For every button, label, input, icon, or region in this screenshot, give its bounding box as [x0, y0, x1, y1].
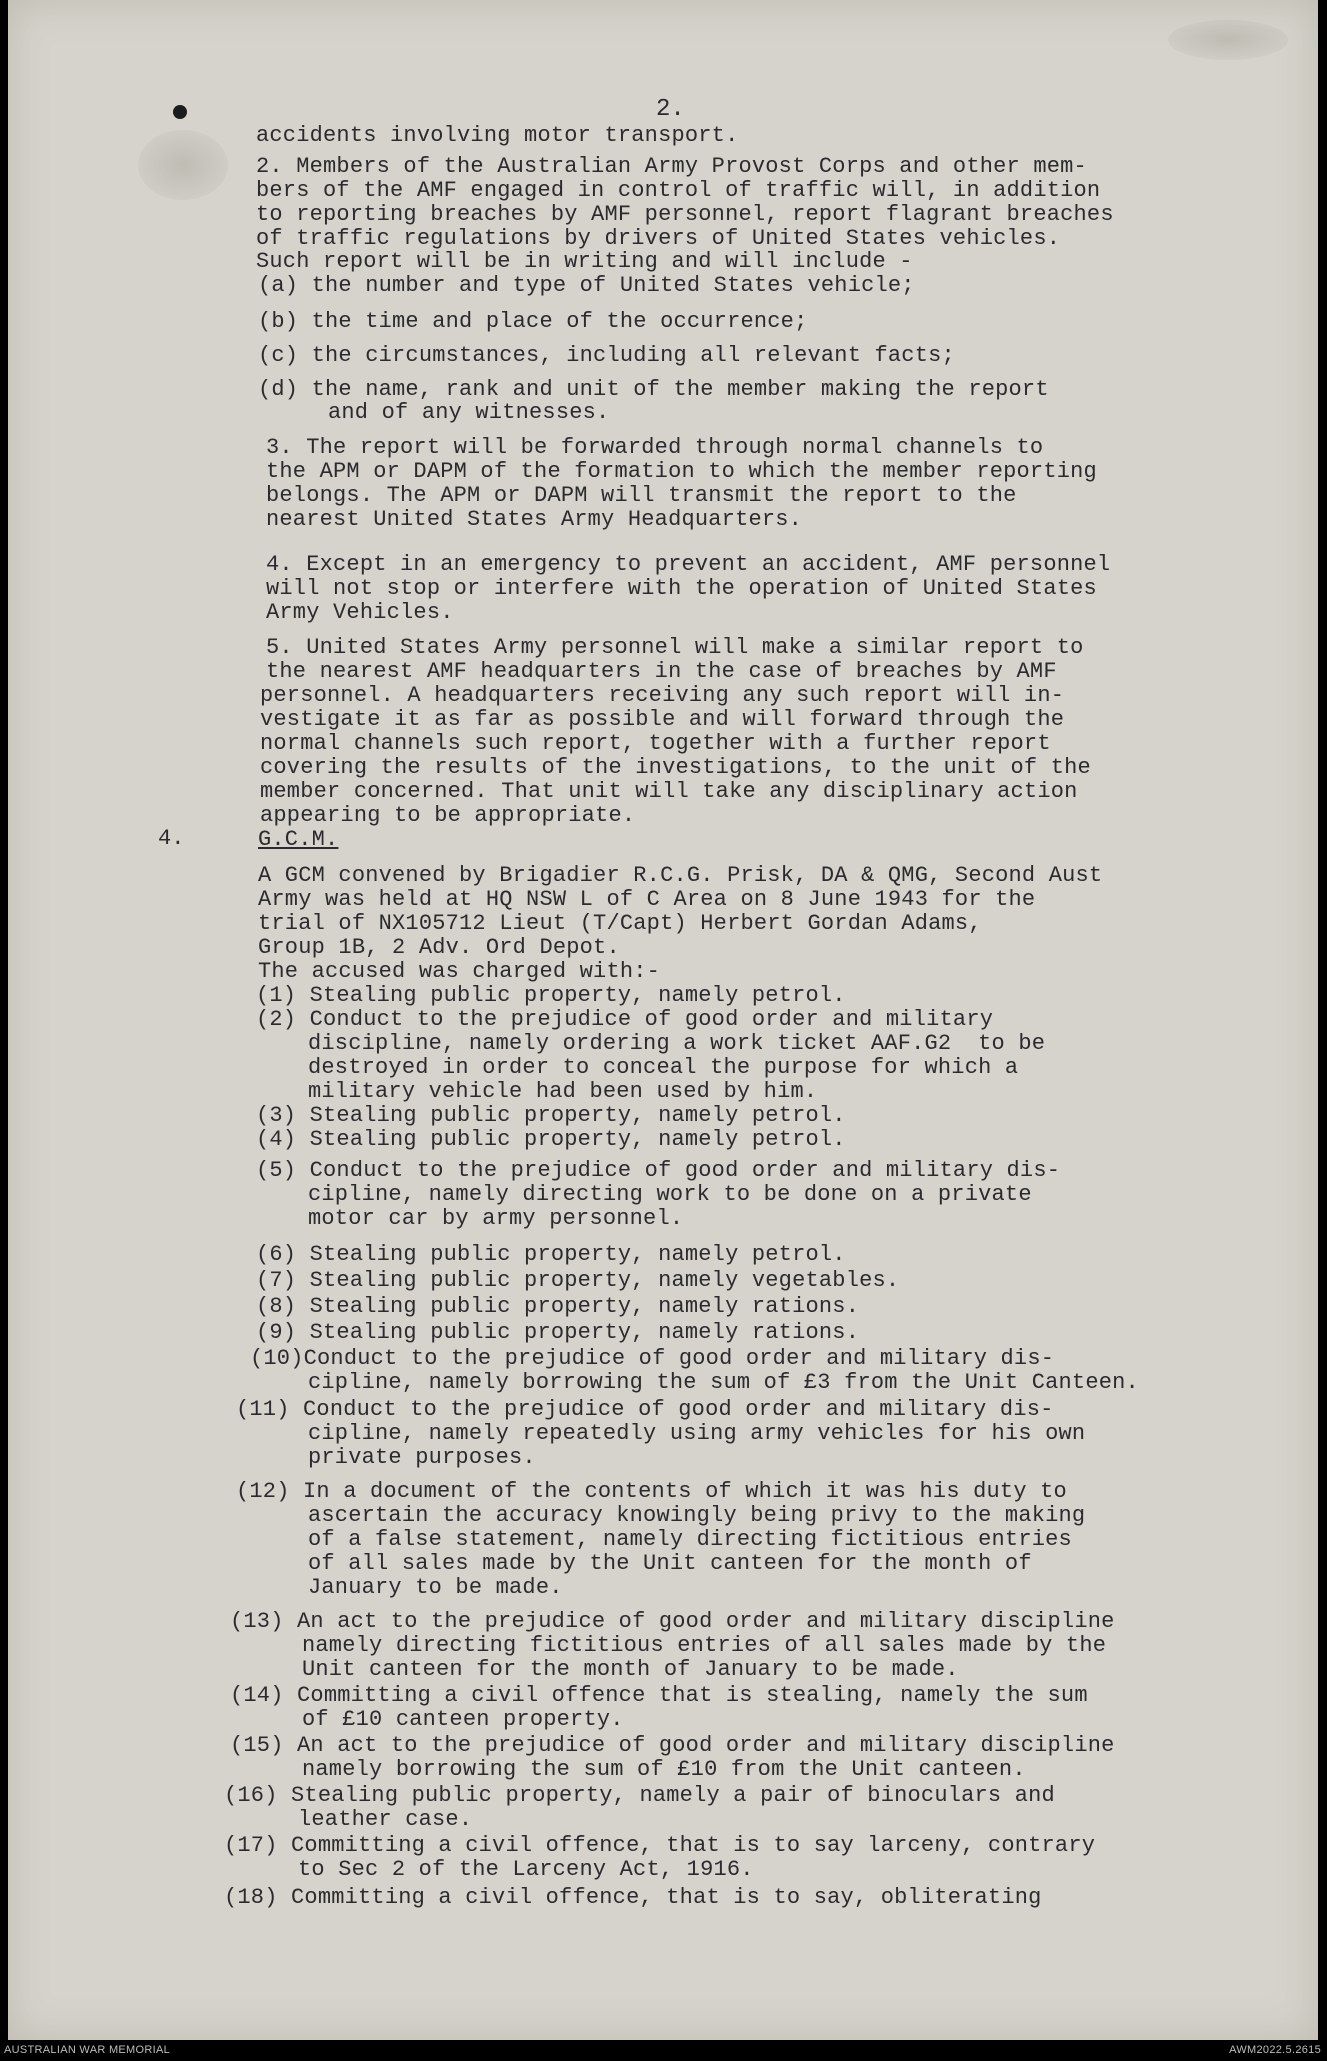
text-line: vestigate it as far as possible and will forward through the	[260, 707, 1065, 732]
text-line: covering the results of the investigations, to the unit of the	[260, 755, 1091, 780]
text-line: to reporting breaches by AMF personnel, report flagrant breaches	[256, 202, 1114, 227]
text-line: cipline, namely directing work to be done on a private	[308, 1182, 1032, 1207]
text-line: discipline, namely ordering a work ticket AAF.G2 to be	[308, 1031, 1046, 1056]
text-line: of £10 canteen property.	[302, 1707, 624, 1732]
text-line: the APM or DAPM of the formation to which the member reporting	[266, 459, 1097, 484]
charge-item: (17) Committing a civil offence, that is to say larceny, contrary	[224, 1833, 1096, 1858]
text-line: 4. Except in an emergency to prevent an accident, AMF personnel	[266, 552, 1111, 577]
text-line: military vehicle had been used by him.	[308, 1079, 818, 1104]
text-line: ascertain the accuracy knowingly being privy to the making	[308, 1503, 1086, 1528]
charge-item: (9) Stealing public property, namely rations.	[256, 1320, 860, 1345]
text-line: namely directing fictitious entries of all sales made by the	[302, 1633, 1107, 1658]
text-line: (c) the circumstances, including all relevant facts;	[258, 343, 955, 368]
text-line: Army was held at HQ NSW L of C Area on 8 June 1943 for the	[258, 887, 1036, 912]
footer-accession-number: AWM2022.5.2615	[1229, 2044, 1321, 2056]
page-number: 2.	[656, 96, 685, 123]
text-line: A GCM convened by Brigadier R.C.G. Prisk, DA & QMG, Second Aust	[258, 863, 1103, 888]
text-line: of a false statement, namely directing fictitious entries	[308, 1527, 1072, 1552]
text-line: January to be made.	[308, 1575, 563, 1600]
text-line: appearing to be appropriate.	[260, 803, 636, 828]
text-line: accidents involving motor transport.	[256, 123, 739, 148]
text-line: of traffic regulations by drivers of United States vehicles.	[256, 226, 1061, 251]
charge-item: (18) Committing a civil offence, that is to say, obliterating	[224, 1885, 1042, 1910]
text-line: private purposes.	[308, 1445, 536, 1470]
text-line: (a) the number and type of United States vehicle;	[258, 273, 915, 298]
text-line: motor car by army personnel.	[308, 1206, 684, 1231]
text-line: (d) the name, rank and unit of the member making the report	[258, 377, 1049, 402]
text-line: namely borrowing the sum of £10 from the Unit canteen.	[302, 1757, 1026, 1782]
section-number: 4.	[158, 826, 185, 851]
charge-item: (10)Conduct to the prejudice of good order and military dis-	[250, 1346, 1055, 1371]
text-line: 2. Members of the Australian Army Provost Corps and other mem-	[256, 154, 1087, 179]
text-line: normal channels such report, together with a further report	[260, 731, 1051, 756]
text-line: to Sec 2 of the Larceny Act, 1916.	[298, 1857, 754, 1882]
text-line: The accused was charged with:-	[258, 959, 661, 984]
text-line: nearest United States Army Headquarters.	[266, 507, 803, 532]
text-line: leather case.	[298, 1807, 473, 1832]
charge-item: (4) Stealing public property, namely petrol.	[256, 1127, 846, 1152]
charge-item: (7) Stealing public property, namely vegetables.	[256, 1268, 900, 1293]
text-line: personnel. A headquarters receiving any such report will in-	[260, 683, 1065, 708]
charge-item: (16) Stealing public property, namely a pair of binoculars and	[224, 1783, 1055, 1808]
charge-item: (13) An act to the prejudice of good order and military discipline	[230, 1609, 1115, 1634]
text-line: (b) the time and place of the occurrence;	[258, 309, 808, 334]
document-text	[8, 0, 1318, 2040]
text-line: will not stop or interfere with the operation of United States	[266, 576, 1097, 601]
text-line: cipline, namely repeatedly using army vehicles for his own	[308, 1421, 1086, 1446]
text-line: member concerned. That unit will take any disciplinary action	[260, 779, 1078, 804]
charge-item: (1) Stealing public property, namely petrol.	[256, 983, 846, 1008]
charge-item: (12) In a document of the contents of which it was his duty to	[236, 1479, 1067, 1504]
text-line: destroyed in order to conceal the purpose for which a	[308, 1055, 1019, 1080]
text-line: Such report will be in writing and will include -	[256, 249, 913, 274]
charge-item: (14) Committing a civil offence that is stealing, namely the sum	[230, 1683, 1088, 1708]
text-line: 5. United States Army personnel will make a similar report to	[266, 635, 1084, 660]
text-line: of all sales made by the Unit canteen for the month of	[308, 1551, 1032, 1576]
text-line: Unit canteen for the month of January to be made.	[302, 1657, 959, 1682]
text-line: and of any witnesses.	[328, 400, 610, 425]
charge-item: (8) Stealing public property, namely rations.	[256, 1294, 860, 1319]
document-page	[8, 0, 1318, 2040]
text-line: bers of the AMF engaged in control of traffic will, in addition	[256, 178, 1101, 203]
text-line: Army Vehicles.	[266, 600, 454, 625]
charge-item: (6) Stealing public property, namely petrol.	[256, 1242, 846, 1267]
text-line: Group 1B, 2 Adv. Ord Depot.	[258, 935, 620, 960]
charge-item: (11) Conduct to the prejudice of good order and military dis-	[236, 1397, 1054, 1422]
section-heading: G.C.M.	[258, 827, 339, 852]
text-line: 3. The report will be forwarded through normal channels to	[266, 435, 1044, 460]
charge-item: (2) Conduct to the prejudice of good order and military	[256, 1007, 994, 1032]
text-line: cipline, namely borrowing the sum of £3 from the Unit Canteen.	[308, 1370, 1139, 1395]
charge-item: (3) Stealing public property, namely petrol.	[256, 1103, 846, 1128]
charge-item: (15) An act to the prejudice of good order and military discipline	[230, 1733, 1115, 1758]
footer-institution: AUSTRALIAN WAR MEMORIAL	[4, 2044, 171, 2056]
text-line: belongs. The APM or DAPM will transmit the report to the	[266, 483, 1017, 508]
text-line: trial of NX105712 Lieut (T/Capt) Herbert Gordan Adams,	[258, 911, 982, 936]
text-line: the nearest AMF headquarters in the case of breaches by AMF	[266, 659, 1057, 684]
charge-item: (5) Conduct to the prejudice of good order and military dis-	[256, 1158, 1061, 1183]
